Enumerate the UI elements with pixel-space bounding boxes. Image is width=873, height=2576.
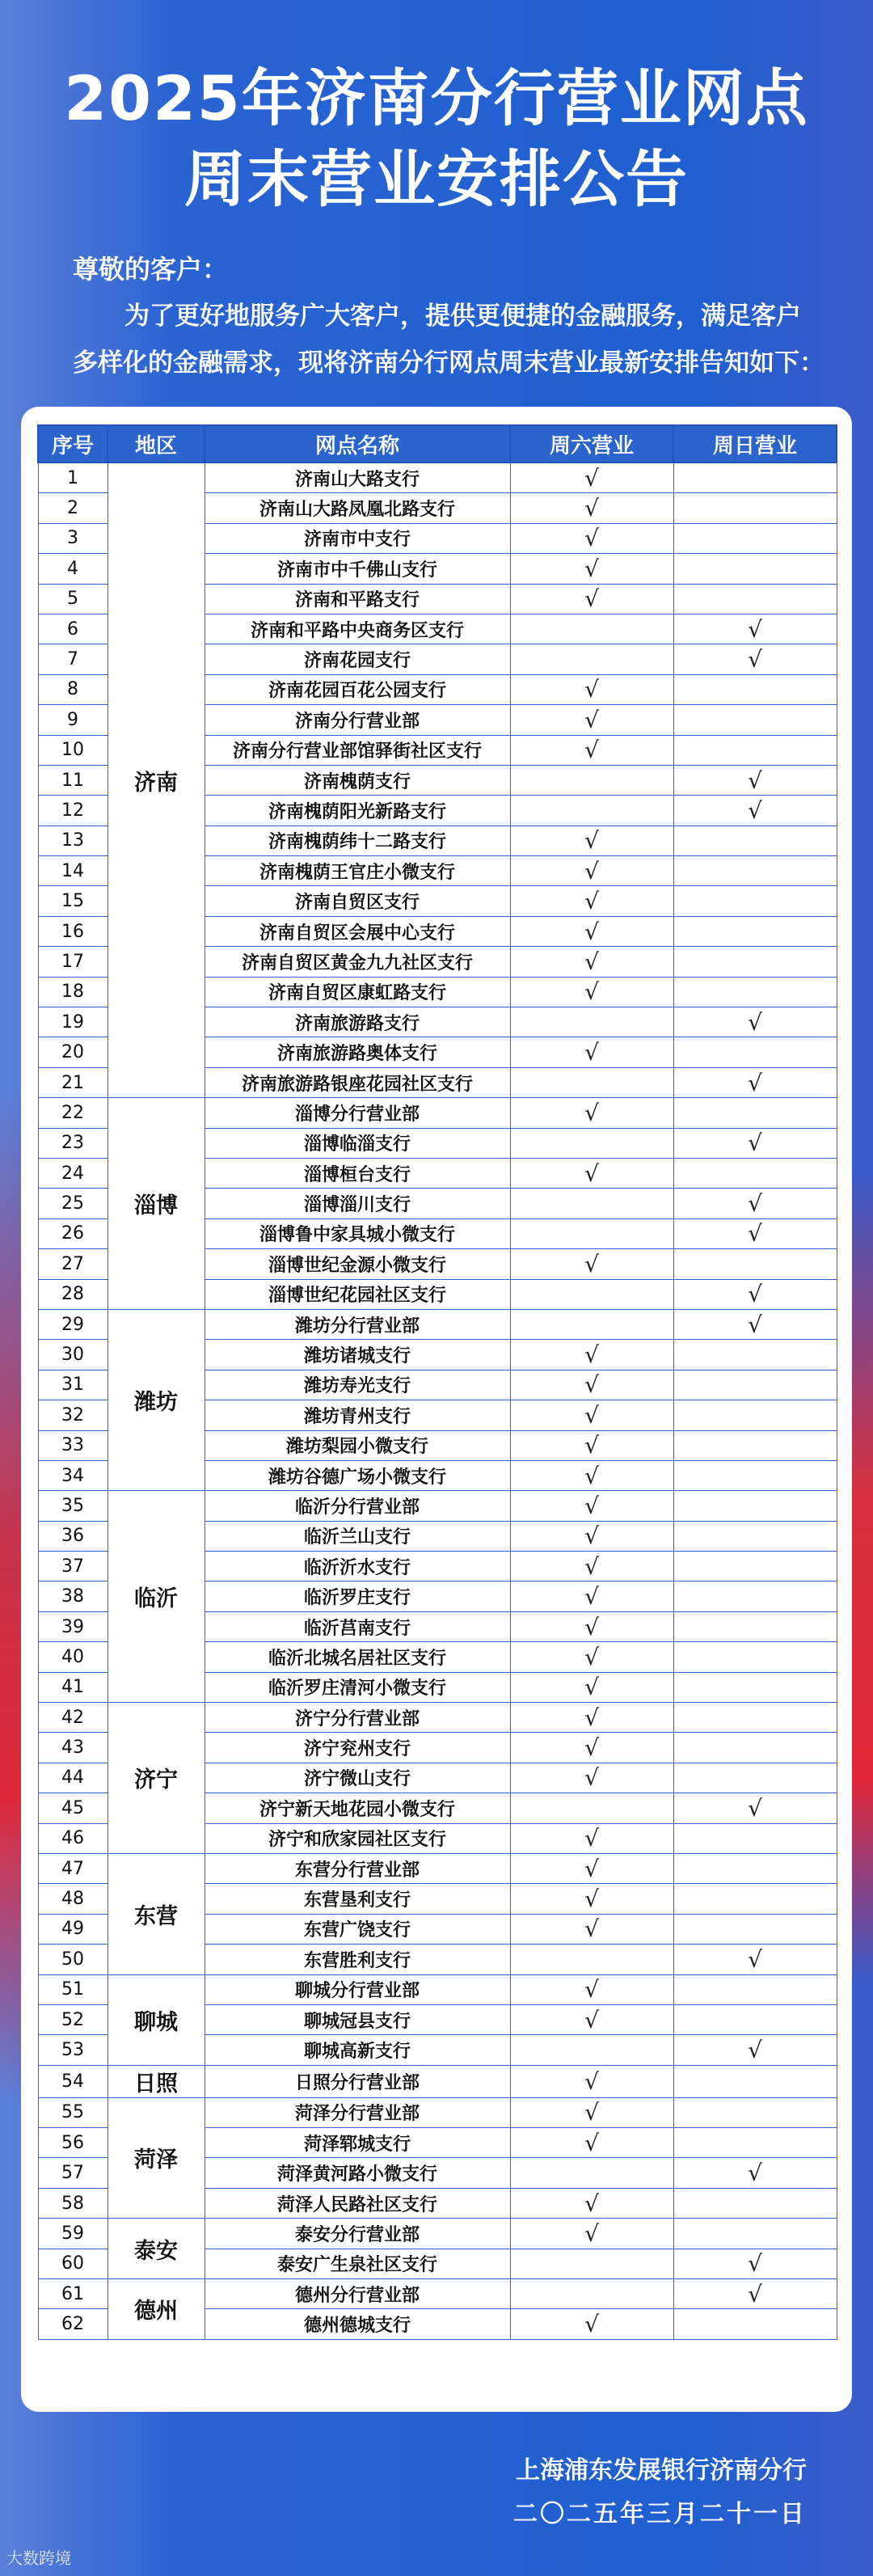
- watermark-text: 大数跨境: [6, 2549, 71, 2568]
- branch-name: 东营分行营业部: [205, 1853, 510, 1883]
- branch-name: 临沂莒南支行: [205, 1611, 510, 1641]
- table-body: [38, 462, 837, 2339]
- row-number: 33: [38, 1430, 108, 1460]
- row-number: 52: [38, 2004, 108, 2034]
- branch-name: 济南槐荫支行: [205, 765, 510, 795]
- row-number: 14: [38, 856, 108, 886]
- row-number: 59: [38, 2219, 108, 2249]
- row-number: 55: [38, 2097, 108, 2127]
- sunday-open-mark: [673, 1884, 837, 1914]
- saturday-open-mark: √: [510, 1611, 673, 1641]
- row-number: 58: [38, 2188, 108, 2218]
- branch-name: 济宁新天地花园小微支行: [205, 1793, 510, 1823]
- branch-name: 泰安广生泉社区支行: [205, 2249, 510, 2278]
- table-row: [38, 1309, 837, 1339]
- branch-name: 济南旅游路奥体支行: [205, 1037, 510, 1067]
- branch-name: 临沂罗庄清河小微支行: [205, 1672, 510, 1702]
- saturday-open-mark: √: [510, 2309, 673, 2339]
- branch-name: 济南自贸区支行: [205, 886, 510, 916]
- row-number: 12: [38, 796, 108, 826]
- saturday-open-mark: [510, 2158, 673, 2188]
- column-header-sunday: 周日营业: [673, 425, 837, 462]
- sunday-open-mark: √: [673, 2158, 837, 2188]
- sunday-open-mark: √: [673, 644, 837, 674]
- saturday-open-mark: √: [510, 1733, 673, 1763]
- row-number: 20: [38, 1037, 108, 1067]
- sunday-open-mark: [673, 1430, 837, 1460]
- branch-name: 聊城冠县支行: [205, 2004, 510, 2034]
- row-number: 53: [38, 2035, 108, 2065]
- saturday-open-mark: [510, 1128, 673, 1158]
- sunday-open-mark: [673, 1581, 837, 1611]
- row-number: 60: [38, 2249, 108, 2278]
- row-number: 11: [38, 765, 108, 795]
- sunday-open-mark: [673, 2097, 837, 2127]
- row-number: 51: [38, 1974, 108, 2004]
- table-row: [38, 1703, 837, 1733]
- sunday-open-mark: √: [673, 1189, 837, 1218]
- region-cell: 潍坊: [108, 1309, 205, 1490]
- branch-name: 临沂兰山支行: [205, 1521, 510, 1551]
- row-number: 27: [38, 1249, 108, 1279]
- region-cell: 聊城: [108, 1974, 205, 2065]
- saturday-open-mark: [510, 765, 673, 795]
- saturday-open-mark: √: [510, 2097, 673, 2127]
- saturday-open-mark: √: [510, 886, 673, 916]
- sunday-open-mark: [673, 1974, 837, 2004]
- region-cell: 济宁: [108, 1703, 205, 1854]
- table-row: [38, 2219, 837, 2249]
- branch-name: 济南槐荫纬十二路支行: [205, 826, 510, 855]
- sunday-open-mark: [673, 2219, 837, 2249]
- sunday-open-mark: [673, 826, 837, 855]
- row-number: 28: [38, 1279, 108, 1309]
- saturday-open-mark: √: [510, 1460, 673, 1490]
- row-number: 17: [38, 947, 108, 977]
- branch-name: 东营胜利支行: [205, 1945, 510, 1974]
- row-number: 16: [38, 916, 108, 946]
- region-cell: 东营: [108, 1853, 205, 1974]
- branch-name: 临沂北城名居社区支行: [205, 1642, 510, 1672]
- saturday-open-mark: √: [510, 977, 673, 1007]
- branch-name: 菏泽黄河路小微支行: [205, 2158, 510, 2188]
- row-number: 31: [38, 1370, 108, 1400]
- footer-date: 二〇二五年三月二十一日: [513, 2500, 807, 2528]
- saturday-open-mark: √: [510, 705, 673, 735]
- region-cell: 日照: [108, 2065, 205, 2097]
- row-number: 47: [38, 1853, 108, 1883]
- sunday-open-mark: [673, 1491, 837, 1521]
- branch-name: 济南山大路凤凰北路支行: [205, 493, 510, 523]
- sunday-open-mark: [673, 1340, 837, 1370]
- branch-name: 潍坊诸城支行: [205, 1340, 510, 1370]
- saturday-open-mark: √: [510, 1974, 673, 2004]
- branch-name: 潍坊青州支行: [205, 1400, 510, 1430]
- saturday-open-mark: √: [510, 916, 673, 946]
- sunday-open-mark: [673, 1552, 837, 1581]
- sunday-open-mark: √: [673, 2035, 837, 2065]
- greeting-text: 尊敬的客户：: [73, 254, 229, 285]
- sunday-open-mark: [673, 493, 837, 523]
- sunday-open-mark: √: [673, 1067, 837, 1097]
- region-cell: 泰安: [108, 2219, 205, 2279]
- row-number: 43: [38, 1733, 108, 1763]
- saturday-open-mark: √: [510, 735, 673, 765]
- branch-name: 济南旅游路支行: [205, 1007, 510, 1037]
- branch-name: 淄博桓台支行: [205, 1158, 510, 1188]
- row-number: 41: [38, 1672, 108, 1702]
- sunday-open-mark: [673, 1521, 837, 1551]
- row-number: 4: [38, 554, 108, 584]
- saturday-open-mark: √: [510, 1884, 673, 1914]
- branch-name: 济南市中支行: [205, 523, 510, 553]
- saturday-open-mark: √: [510, 1703, 673, 1733]
- footer-bank-name: 上海浦东发展银行济南分行: [516, 2456, 807, 2485]
- sunday-open-mark: [673, 1914, 837, 1944]
- branch-name: 潍坊梨园小微支行: [205, 1430, 510, 1460]
- region-cell: 临沂: [108, 1491, 205, 1703]
- branch-name: 临沂罗庄支行: [205, 1581, 510, 1611]
- row-number: 61: [38, 2279, 108, 2309]
- region-cell: 德州: [108, 2279, 205, 2340]
- saturday-open-mark: √: [510, 2188, 673, 2218]
- saturday-open-mark: √: [510, 1853, 673, 1883]
- saturday-open-mark: √: [510, 1521, 673, 1551]
- row-number: 25: [38, 1189, 108, 1218]
- saturday-open-mark: √: [510, 1340, 673, 1370]
- branch-name: 济宁微山支行: [205, 1763, 510, 1793]
- branch-name: 淄博世纪金源小微支行: [205, 1249, 510, 1279]
- sunday-open-mark: [673, 947, 837, 977]
- branch-name: 淄博世纪花园社区支行: [205, 1279, 510, 1309]
- saturday-open-mark: [510, 2249, 673, 2278]
- sunday-open-mark: [673, 674, 837, 704]
- row-number: 44: [38, 1763, 108, 1793]
- sunday-open-mark: √: [673, 1279, 837, 1309]
- table-header-row: [38, 425, 837, 462]
- saturday-open-mark: [510, 1793, 673, 1823]
- branch-name: 临沂沂水支行: [205, 1552, 510, 1581]
- row-number: 62: [38, 2309, 108, 2339]
- sunday-open-mark: [673, 1037, 837, 1067]
- row-number: 46: [38, 1823, 108, 1853]
- branch-name: 济南自贸区康虹路支行: [205, 977, 510, 1007]
- branch-name: 临沂分行营业部: [205, 1491, 510, 1521]
- saturday-open-mark: [510, 1007, 673, 1037]
- row-number: 39: [38, 1611, 108, 1641]
- saturday-open-mark: [510, 1189, 673, 1218]
- saturday-open-mark: [510, 1279, 673, 1309]
- row-number: 36: [38, 1521, 108, 1551]
- schedule-table: [37, 424, 837, 2340]
- row-number: 15: [38, 886, 108, 916]
- saturday-open-mark: √: [510, 1098, 673, 1128]
- saturday-open-mark: √: [510, 674, 673, 704]
- sunday-open-mark: √: [673, 1007, 837, 1037]
- row-number: 3: [38, 523, 108, 553]
- row-number: 40: [38, 1642, 108, 1672]
- row-number: 57: [38, 2158, 108, 2188]
- branch-name: 淄博淄川支行: [205, 1189, 510, 1218]
- saturday-open-mark: √: [510, 2128, 673, 2158]
- saturday-open-mark: [510, 796, 673, 826]
- row-number: 26: [38, 1218, 108, 1248]
- row-number: 9: [38, 705, 108, 735]
- row-number: 23: [38, 1128, 108, 1158]
- region-cell: 济南: [108, 462, 205, 1098]
- saturday-open-mark: √: [510, 1370, 673, 1400]
- saturday-open-mark: √: [510, 554, 673, 584]
- branch-name: 泰安分行营业部: [205, 2219, 510, 2249]
- branch-name: 潍坊分行营业部: [205, 1309, 510, 1339]
- row-number: 56: [38, 2128, 108, 2158]
- sunday-open-mark: √: [673, 2279, 837, 2309]
- row-number: 45: [38, 1793, 108, 1823]
- table-row: [38, 2097, 837, 2127]
- table-row: [38, 1853, 837, 1883]
- branch-name: 济南旅游路银座花园社区支行: [205, 1067, 510, 1097]
- branch-name: 济南分行营业部: [205, 705, 510, 735]
- sunday-open-mark: [673, 2004, 837, 2034]
- saturday-open-mark: √: [510, 826, 673, 855]
- branch-name: 济南和平路中央商务区支行: [205, 614, 510, 644]
- branch-name: 东营广饶支行: [205, 1914, 510, 1944]
- row-number: 34: [38, 1460, 108, 1490]
- branch-name: 济南槐荫阳光新路支行: [205, 796, 510, 826]
- sunday-open-mark: [673, 2065, 837, 2097]
- branch-name: 潍坊寿光支行: [205, 1370, 510, 1400]
- saturday-open-mark: √: [510, 523, 673, 553]
- table-row: [38, 1098, 837, 1128]
- row-number: 32: [38, 1400, 108, 1430]
- sunday-open-mark: [673, 1158, 837, 1188]
- saturday-open-mark: [510, 2035, 673, 2065]
- saturday-open-mark: √: [510, 947, 673, 977]
- saturday-open-mark: √: [510, 1672, 673, 1702]
- saturday-open-mark: √: [510, 584, 673, 614]
- saturday-open-mark: √: [510, 1914, 673, 1944]
- row-number: 5: [38, 584, 108, 614]
- row-number: 37: [38, 1552, 108, 1581]
- saturday-open-mark: [510, 2279, 673, 2309]
- row-number: 50: [38, 1945, 108, 1974]
- sunday-open-mark: √: [673, 796, 837, 826]
- sunday-open-mark: [673, 462, 837, 493]
- sunday-open-mark: [673, 2128, 837, 2158]
- saturday-open-mark: [510, 1945, 673, 1974]
- branch-name: 济南花园支行: [205, 644, 510, 674]
- sunday-open-mark: [673, 1763, 837, 1793]
- branch-name: 聊城高新支行: [205, 2035, 510, 2065]
- saturday-open-mark: √: [510, 1552, 673, 1581]
- saturday-open-mark: √: [510, 2004, 673, 2034]
- branch-name: 济南自贸区会展中心支行: [205, 916, 510, 946]
- sunday-open-mark: √: [673, 1218, 837, 1248]
- saturday-open-mark: √: [510, 856, 673, 886]
- sunday-open-mark: [673, 554, 837, 584]
- saturday-open-mark: √: [510, 493, 673, 523]
- sunday-open-mark: [673, 1672, 837, 1702]
- saturday-open-mark: √: [510, 1430, 673, 1460]
- sunday-open-mark: [673, 916, 837, 946]
- saturday-open-mark: [510, 644, 673, 674]
- sunday-open-mark: [673, 856, 837, 886]
- region-cell: 淄博: [108, 1098, 205, 1310]
- saturday-open-mark: √: [510, 1249, 673, 1279]
- saturday-open-mark: √: [510, 1642, 673, 1672]
- sunday-open-mark: [673, 886, 837, 916]
- branch-name: 德州德城支行: [205, 2309, 510, 2339]
- row-number: 13: [38, 826, 108, 855]
- table-row: [38, 2065, 837, 2097]
- sunday-open-mark: [673, 1400, 837, 1430]
- saturday-open-mark: [510, 614, 673, 644]
- sunday-open-mark: √: [673, 1309, 837, 1339]
- saturday-open-mark: √: [510, 2065, 673, 2097]
- sunday-open-mark: [673, 2309, 837, 2339]
- column-header-branch: 网点名称: [205, 425, 510, 462]
- saturday-open-mark: √: [510, 1037, 673, 1067]
- sunday-open-mark: [673, 705, 837, 735]
- saturday-open-mark: [510, 1067, 673, 1097]
- saturday-open-mark: √: [510, 1823, 673, 1853]
- saturday-open-mark: √: [510, 1581, 673, 1611]
- page-subtitle: 周末营业安排公告: [184, 143, 689, 215]
- sunday-open-mark: √: [673, 1128, 837, 1158]
- row-number: 8: [38, 674, 108, 704]
- saturday-open-mark: √: [510, 1763, 673, 1793]
- branch-name: 菏泽郓城支行: [205, 2128, 510, 2158]
- row-number: 22: [38, 1098, 108, 1128]
- branch-name: 日照分行营业部: [205, 2065, 510, 2097]
- intro-paragraph: 为了更好地服务广大客户，提供更便捷的金融服务，满足客户多样化的金融需求，现将济南分行网点周末营业最新安排告知如下：: [73, 302, 824, 378]
- region-cell: 菏泽: [108, 2097, 205, 2219]
- sunday-open-mark: √: [673, 614, 837, 644]
- sunday-open-mark: √: [673, 1793, 837, 1823]
- column-header-region: 地区: [108, 425, 205, 462]
- sunday-open-mark: √: [673, 765, 837, 795]
- branch-name: 聊城分行营业部: [205, 1974, 510, 2004]
- row-number: 6: [38, 614, 108, 644]
- branch-name: 东营垦利支行: [205, 1884, 510, 1914]
- table-row: [38, 1491, 837, 1521]
- row-number: 10: [38, 735, 108, 765]
- sunday-open-mark: [673, 584, 837, 614]
- sunday-open-mark: [673, 1823, 837, 1853]
- saturday-open-mark: √: [510, 1158, 673, 1188]
- branch-name: 淄博分行营业部: [205, 1098, 510, 1128]
- branch-name: 济南市中千佛山支行: [205, 554, 510, 584]
- branch-name: 济宁和欣家园社区支行: [205, 1823, 510, 1853]
- branch-name: 淄博临淄支行: [205, 1128, 510, 1158]
- saturday-open-mark: √: [510, 1400, 673, 1430]
- column-header-no: 序号: [38, 425, 108, 462]
- row-number: 49: [38, 1914, 108, 1944]
- branch-name: 淄博鲁中家具城小微支行: [205, 1218, 510, 1248]
- row-number: 38: [38, 1581, 108, 1611]
- sunday-open-mark: [673, 1370, 837, 1400]
- branch-name: 济南花园百花公园支行: [205, 674, 510, 704]
- row-number: 1: [38, 462, 108, 493]
- saturday-open-mark: √: [510, 462, 673, 493]
- branch-name: 济宁兖州支行: [205, 1733, 510, 1763]
- row-number: 42: [38, 1703, 108, 1733]
- sunday-open-mark: [673, 735, 837, 765]
- branch-name: 菏泽人民路社区支行: [205, 2188, 510, 2218]
- sunday-open-mark: [673, 1460, 837, 1490]
- row-number: 24: [38, 1158, 108, 1188]
- sunday-open-mark: [673, 1853, 837, 1883]
- row-number: 29: [38, 1309, 108, 1339]
- row-number: 48: [38, 1884, 108, 1914]
- branch-name: 潍坊谷德广场小微支行: [205, 1460, 510, 1490]
- row-number: 30: [38, 1340, 108, 1370]
- sunday-open-mark: [673, 523, 837, 553]
- sunday-open-mark: [673, 2188, 837, 2218]
- saturday-open-mark: √: [510, 1491, 673, 1521]
- branch-name: 德州分行营业部: [205, 2279, 510, 2309]
- row-number: 54: [38, 2065, 108, 2097]
- branch-name: 济宁分行营业部: [205, 1703, 510, 1733]
- table-row: [38, 2279, 837, 2309]
- sunday-open-mark: √: [673, 1945, 837, 1974]
- sunday-open-mark: [673, 1703, 837, 1733]
- sunday-open-mark: [673, 977, 837, 1007]
- branch-name: 济南自贸区黄金九九社区支行: [205, 947, 510, 977]
- branch-name: 济南和平路支行: [205, 584, 510, 614]
- column-header-saturday: 周六营业: [510, 425, 673, 462]
- saturday-open-mark: [510, 1309, 673, 1339]
- sunday-open-mark: √: [673, 2249, 837, 2278]
- sunday-open-mark: [673, 1611, 837, 1641]
- sunday-open-mark: [673, 1642, 837, 1672]
- row-number: 18: [38, 977, 108, 1007]
- branch-name: 济南山大路支行: [205, 462, 510, 493]
- row-number: 2: [38, 493, 108, 523]
- sunday-open-mark: [673, 1249, 837, 1279]
- row-number: 21: [38, 1067, 108, 1097]
- sunday-open-mark: [673, 1733, 837, 1763]
- row-number: 19: [38, 1007, 108, 1037]
- sunday-open-mark: [673, 1098, 837, 1128]
- row-number: 7: [38, 644, 108, 674]
- saturday-open-mark: √: [510, 2219, 673, 2249]
- table-row: [38, 462, 837, 493]
- branch-name: 菏泽分行营业部: [205, 2097, 510, 2127]
- table-row: [38, 1974, 837, 2004]
- row-number: 35: [38, 1491, 108, 1521]
- saturday-open-mark: [510, 1218, 673, 1248]
- branch-name: 济南槐荫王官庄小微支行: [205, 856, 510, 886]
- page-title: 2025年济南分行营业网点: [64, 62, 809, 134]
- branch-name: 济南分行营业部馆驿街社区支行: [205, 735, 510, 765]
